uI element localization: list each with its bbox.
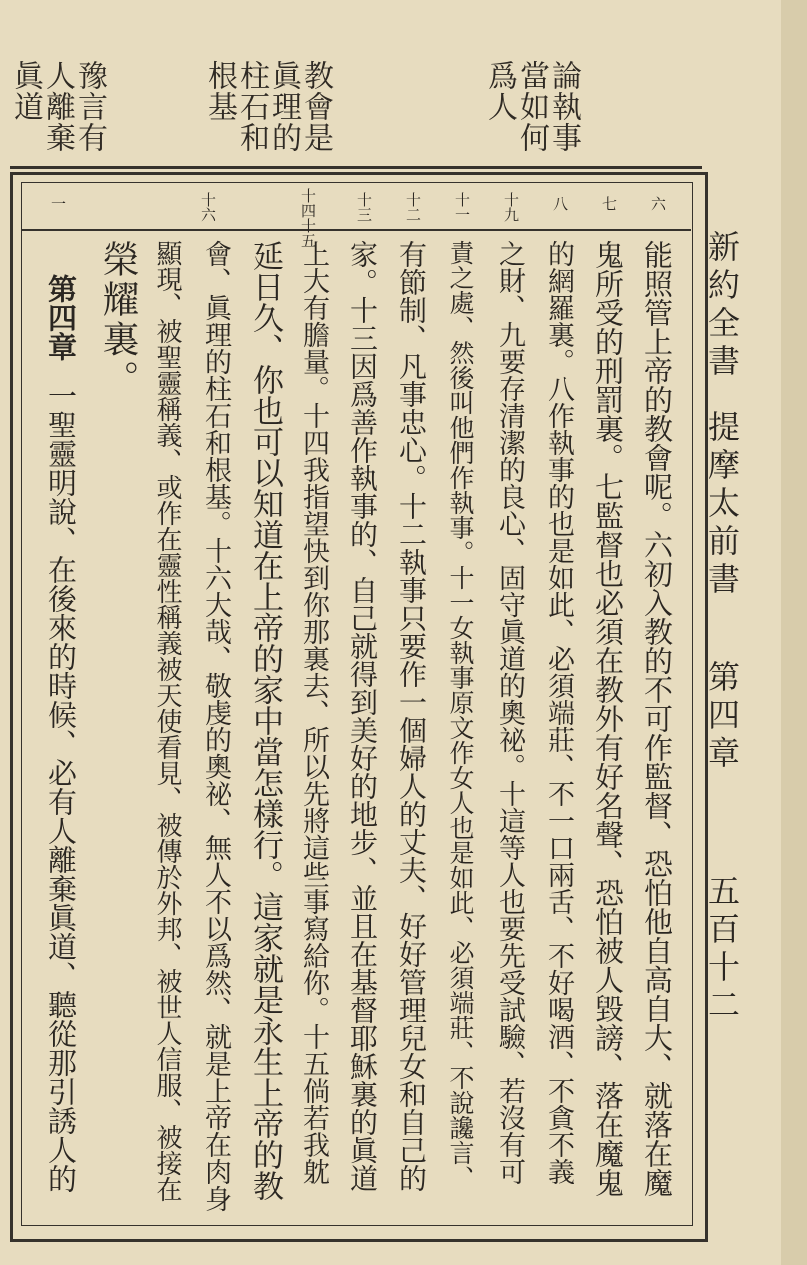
text-column: 能照管上帝的教會呢。六初入教的不可作監督、恐怕他自高自大、就落在魔: [640, 240, 674, 1197]
page-edge: [781, 0, 807, 1265]
verse-index: 十九: [502, 192, 520, 222]
mnemonic-line: 眞道: [8, 60, 43, 122]
verse-index-rule: [21, 229, 691, 231]
chapter-heading: 第四章: [44, 274, 78, 361]
frame-top-rule: [10, 166, 702, 169]
chapter-label: 第四章: [703, 660, 741, 774]
text-column: 會、眞理的柱石和根基。十六大哉、敬虔的奧祕、無人不以爲然、就是上帝在肉身: [200, 240, 231, 1212]
mnemonic-line: 爲人: [482, 60, 517, 122]
book-title: 新約全書: [703, 230, 741, 382]
verse-index: 十二: [404, 192, 422, 222]
text-column: 的網羅裏。八作執事的也是如此、必須端莊、不一口兩舌、不好喝酒、不貪不義: [543, 240, 574, 1185]
verse-index: 十一: [453, 192, 471, 222]
page-number: 五百十二: [703, 874, 741, 1026]
text-column: 鬼所受的刑罰裏。七監督也必須在教外有好名聲、恐怕被人毀謗、落在魔鬼: [591, 240, 625, 1197]
verse-index: 八: [551, 196, 569, 211]
verse-index: 一: [49, 196, 67, 211]
verse-index: 六: [649, 196, 667, 211]
text-column: 上大有膽量。十四我指望快到你那裏去、所以先將這些事寫給你。十五倘若我躭: [298, 240, 329, 1185]
verse-index: 七: [600, 196, 618, 211]
text-column: 之財、九要存清潔的良心、固守眞道的奧祕。十這等人也要先受試驗、若沒有可: [494, 240, 525, 1185]
mnemonic-line: 當如何: [514, 60, 549, 153]
mnemonic-line: 柱石和: [234, 60, 269, 153]
mnemonic-line: 眞理的: [266, 60, 301, 153]
chapter-column: [40, 274, 81, 1193]
text-column: 顯現、被聖靈稱義、或作在靈性稱義被天使看見、被傳於外邦、被世人信服、被接在: [152, 240, 182, 1202]
verse-index: 十六: [199, 192, 217, 222]
mnemonic-line: 豫言有: [72, 60, 107, 153]
chapter-text: 一聖靈明說、在後來的時候、必有人離棄眞道、聽從那引誘人的: [44, 381, 78, 1193]
mnemonic-line: 論執事: [546, 60, 581, 153]
text-column: 家。十三因爲善作執事的、自己就得到美好的地步、並且在基督耶穌裏的眞道: [346, 240, 379, 1192]
verse-index: 十四十五: [299, 188, 317, 248]
running-header: [705, 230, 739, 1026]
text-column: 榮耀裏。: [96, 240, 139, 400]
verse-index: 十三: [355, 192, 373, 222]
mnemonic-line: 教會是: [298, 60, 333, 153]
text-column: 有節制、凡事忠心。十二執事只要作一個婦人的丈夫、好好管理兒女和自己的: [395, 240, 428, 1192]
text-column: 延日久、你也可以知道在上帝的家中當怎樣行。這家就是永生上帝的教: [247, 240, 283, 1201]
text-column: 責之處、然後叫他們作執事。十一女執事原文作女人也是如此、必須端莊、不說讒言、: [446, 240, 475, 1190]
mnemonic-line: 人離棄: [40, 60, 75, 153]
epistle-title: 提摩太前書: [703, 410, 741, 600]
mnemonic-line: 根基: [202, 60, 237, 122]
